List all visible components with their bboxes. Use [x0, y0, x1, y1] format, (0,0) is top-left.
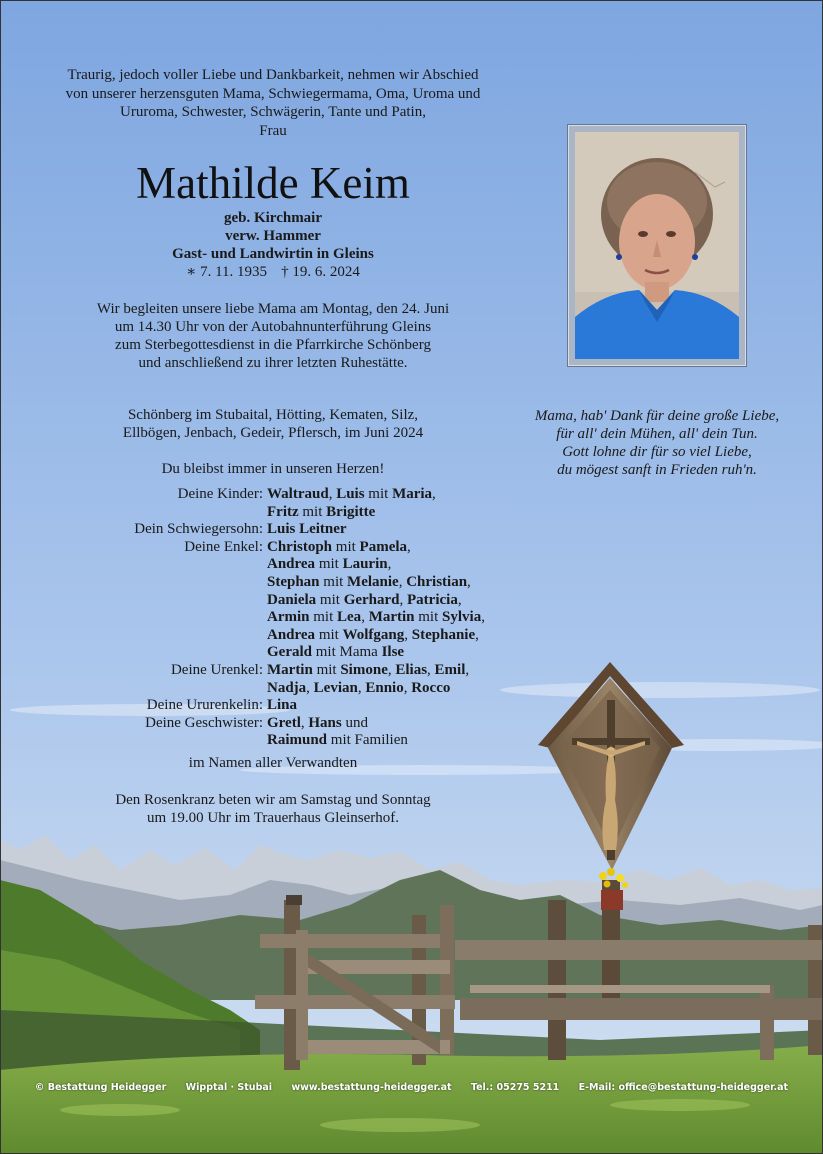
- mourner-name: Wolfgang: [342, 626, 405, 643]
- mourner-connector: ,: [403, 679, 412, 696]
- footer: [0, 1082, 823, 1093]
- mourner-names-line: [267, 486, 436, 504]
- mourner-connector: ,: [357, 679, 366, 696]
- poem-line: Mama, hab' Dank für deine große Liebe,: [534, 408, 780, 424]
- poem: [512, 407, 802, 479]
- mourner-name: Lina: [267, 697, 298, 714]
- mourner-connector: ,: [328, 486, 337, 502]
- intro-line: Ururoma, Schwester, Schwägerin, Tante und Patin,: [120, 104, 426, 120]
- mourner-group: [40, 539, 485, 662]
- mourner-group-names: [267, 715, 408, 750]
- mourner-connector: mit: [298, 503, 327, 520]
- mourner-name: Melanie: [347, 573, 399, 590]
- mourner-name: Martin: [368, 609, 415, 626]
- poem-line: du mögest sanft in Frieden ruh'n.: [557, 462, 757, 478]
- mourner-connector: mit: [309, 609, 338, 626]
- funeral-line: zum Sterbegottesdienst in die Pfarrkirche Schönberg: [115, 337, 431, 353]
- mourner-group-names: [267, 539, 485, 662]
- deceased-details: [20, 209, 526, 281]
- mourner-connector: ,: [457, 591, 462, 608]
- mourner-names-line: [267, 644, 485, 662]
- mourner-connector: ,: [387, 556, 392, 573]
- mourner-connector: ,: [407, 538, 411, 555]
- intro-line: von unserer herzensguten Mama, Schwiegermama, Oma, Uroma und: [65, 85, 481, 102]
- funeral-line: Wir begleiten unsere liebe Mama am Montag, den 24. Juni: [96, 301, 450, 317]
- mourner-group-label: Deine Urenkel:: [170, 661, 263, 678]
- mourner-names-line: [267, 521, 347, 539]
- all-relatives-line: im Namen aller Verwandten: [188, 755, 358, 771]
- mourner-name: Emil: [434, 661, 466, 678]
- mourners-list: [40, 486, 485, 750]
- mourner-connector: und: [341, 714, 368, 731]
- mourner-group: [40, 715, 485, 750]
- mourner-name: Stephanie: [411, 626, 476, 643]
- mourner-connector: mit: [364, 486, 393, 502]
- mourner-connector: ,: [404, 626, 412, 643]
- mourner-names-line: [267, 609, 485, 627]
- deceased-name: Mathilde Keim: [136, 158, 410, 208]
- mourner-names-line: [267, 627, 485, 645]
- mourner-group-label: Deine Ururenkelin:: [146, 697, 263, 714]
- mourner-names-line: [267, 662, 469, 680]
- mourner-name: Hans: [308, 714, 342, 731]
- intro-text: [20, 66, 526, 140]
- mourner-name: Martin: [267, 661, 313, 678]
- mourner-name: Gretl: [267, 714, 301, 731]
- mourner-name: Pamela: [359, 538, 408, 555]
- mourner-name: Armin: [267, 609, 310, 626]
- mourner-names-line: [267, 556, 485, 574]
- mourner-names-line: [267, 697, 297, 715]
- occupation: Gast- und Landwirtin in Gleins: [172, 246, 374, 262]
- mourner-names-line: [267, 592, 485, 610]
- mourner-connector: ,: [481, 609, 485, 626]
- mourner-name: Nadja: [267, 679, 307, 696]
- mourner-connector: mit: [414, 609, 443, 626]
- life-dates: [20, 263, 526, 281]
- birth-name: geb. Kirchmair: [223, 210, 323, 226]
- mourner-name: Lea: [337, 609, 362, 626]
- mourner-connector: ,: [387, 661, 396, 678]
- mourner-connector: ,: [306, 679, 314, 696]
- mourner-connector: ,: [475, 626, 479, 643]
- mourner-connector: mit: [332, 538, 360, 555]
- mourner-names-line: [267, 732, 408, 750]
- mourner-name: Christian: [406, 573, 468, 590]
- mourner-name: Luis: [336, 486, 365, 502]
- mourner-name: Sylvia: [442, 609, 482, 626]
- mourner-name: Levian: [313, 679, 358, 696]
- mourner-group-names: [267, 697, 297, 715]
- mourner-group-label: Deine Geschwister:: [145, 714, 263, 731]
- footer-website[interactable]: www.bestattung-heidegger.at: [291, 1082, 452, 1093]
- mourner-name: Brigitte: [326, 503, 376, 520]
- mourner-connector: mit: [316, 591, 344, 608]
- place-line: Schönberg im Stubaital, Hötting, Kematen, Silz,: [127, 407, 419, 423]
- mourner-group-label: Deine Kinder:: [177, 486, 263, 502]
- mourner-connector: mit: [315, 556, 343, 573]
- mourner-name: Simone: [340, 661, 388, 678]
- mourner-connector: mit Mama: [312, 644, 382, 661]
- portrait-image: [575, 132, 739, 359]
- mourner-group-names: [267, 521, 347, 539]
- intro-line: Traurig, jedoch voller Liebe und Dankbarkeit, nehmen wir Abschied: [67, 67, 479, 83]
- mourner-name: Stephan: [267, 573, 320, 590]
- mourner-connector: ,: [467, 573, 471, 590]
- mourner-group-label: Deine Enkel:: [184, 538, 263, 555]
- portrait-photo: [567, 124, 747, 367]
- funeral-line: um 14.30 Uhr von der Autobahnunterführung Gleins: [114, 319, 432, 335]
- mourner-name: Christoph: [267, 538, 333, 555]
- married-name: verw. Hammer: [225, 228, 321, 244]
- birth-date: ∗ 7. 11. 1935: [186, 264, 268, 280]
- mourner-name: Daniela: [267, 591, 317, 608]
- mourner-name: Gerald: [267, 644, 312, 661]
- mourner-group-names: [267, 662, 469, 697]
- mourner-connector: ,: [427, 661, 435, 678]
- mourner-name: Andrea: [267, 626, 316, 643]
- mourner-group: [40, 521, 485, 539]
- poem-line: Gott lohne dir für so viel Liebe,: [562, 444, 752, 460]
- death-date: † 19. 6. 2024: [281, 264, 360, 280]
- mourner-connector: ,: [398, 573, 407, 590]
- mourner-name: Fritz: [267, 503, 299, 520]
- mourner-name: Laurin: [342, 556, 388, 573]
- footer-copyright: © Bestattung Heidegger: [34, 1082, 167, 1093]
- mourner-name: Ilse: [381, 644, 405, 661]
- footer-phone: Tel.: 05275 5211: [470, 1082, 560, 1093]
- mourner-group: [40, 662, 485, 697]
- mourner-names-line: [267, 539, 485, 557]
- footer-email[interactable]: E-Mail: office@bestattung-heidegger.at: [578, 1082, 789, 1093]
- funeral-line: und anschließend zu ihrer letzten Ruhestätte.: [138, 355, 408, 371]
- rosary-info: [20, 791, 526, 827]
- mourner-connector: ,: [432, 486, 436, 502]
- mourner-connector: mit: [319, 573, 348, 590]
- mourner-name: Elias: [395, 661, 428, 678]
- mourner-group-names: [267, 486, 436, 521]
- place-line: Ellbögen, Jenbach, Gedeir, Pflersch, im Juni 2024: [122, 425, 424, 441]
- intro-line: Frau: [259, 122, 287, 139]
- mourner-connector: ,: [465, 661, 470, 678]
- mourner-name: Patricia: [407, 591, 458, 608]
- mourner-names-line: [267, 680, 469, 698]
- mourner-connector: mit Familien: [327, 732, 408, 749]
- mourner-names-line: [267, 715, 408, 733]
- mourner-name: Raimund: [267, 732, 328, 749]
- place-and-date: [20, 406, 526, 442]
- mourner-group: [40, 697, 485, 715]
- poem-line: für all' dein Mühen, all' dein Tun.: [556, 426, 758, 442]
- mourner-connector: mit: [315, 626, 343, 643]
- mourner-name: Maria: [392, 486, 433, 502]
- mourner-connector: ,: [399, 591, 408, 608]
- rosary-line: um 19.00 Uhr im Trauerhaus Gleinserhof.: [146, 810, 400, 826]
- mourner-name: Gerhard: [343, 591, 400, 608]
- mourner-name: Luis Leitner: [267, 521, 347, 538]
- mourner-names-line: [267, 574, 485, 592]
- mourner-group-label: Dein Schwiegersohn:: [134, 521, 263, 538]
- mourner-name: Waltraud: [267, 486, 329, 502]
- mourner-group: [40, 486, 485, 521]
- mourner-name: Rocco: [411, 679, 451, 696]
- mourner-connector: ,: [361, 609, 369, 626]
- mourner-connector: mit: [312, 661, 341, 678]
- funeral-info: [20, 300, 526, 372]
- mourner-name: Ennio: [365, 679, 404, 696]
- remembrance-line: Du bleibst immer in unseren Herzen!: [161, 461, 385, 477]
- mourner-names-line: [267, 504, 436, 522]
- mourner-name: Andrea: [267, 556, 316, 573]
- mourner-connector: ,: [300, 714, 309, 731]
- footer-region: Wipptal · Stubai: [185, 1082, 273, 1093]
- rosary-line: Den Rosenkranz beten wir am Samstag und Sonntag: [115, 792, 431, 808]
